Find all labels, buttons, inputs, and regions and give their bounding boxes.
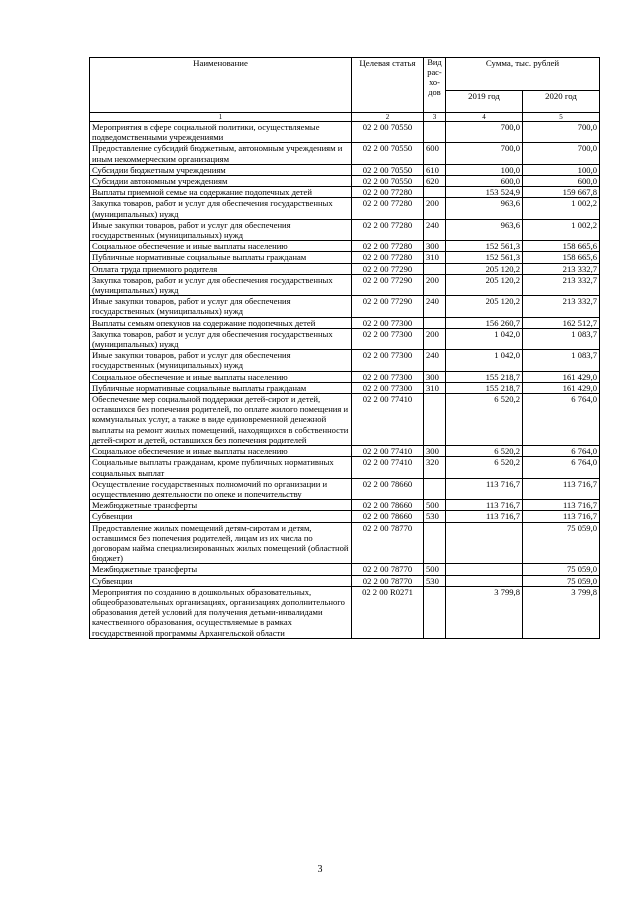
- row-value-2020: 213 332,7: [523, 263, 600, 274]
- row-name: Социальное обеспечение и иные выплаты населению: [90, 446, 352, 457]
- row-value-2019: 155 218,7: [446, 371, 523, 382]
- column-number: 4: [446, 113, 523, 122]
- row-value-2019: 152 561,3: [446, 241, 523, 252]
- row-name: Социальное обеспечение и иные выплаты населению: [90, 241, 352, 252]
- table-row: [90, 564, 600, 575]
- row-target-code: 02 2 00 77300: [352, 350, 424, 371]
- row-expense-kind: [424, 187, 446, 198]
- header-kind: Вид рас- хо- дов: [424, 58, 446, 113]
- row-target-code: 02 2 00 78770: [352, 564, 424, 575]
- column-number: 1: [90, 113, 352, 122]
- table-row: [90, 252, 600, 263]
- row-expense-kind: [424, 263, 446, 274]
- row-expense-kind: 320: [424, 457, 446, 478]
- row-value-2019: [446, 522, 523, 564]
- row-value-2020: 158 665,6: [523, 252, 600, 263]
- table-row: [90, 122, 600, 143]
- row-name: Закупка товаров, работ и услуг для обеспечения государственных (муниципальных) нужд: [90, 274, 352, 295]
- row-target-code: 02 2 00 77300: [352, 382, 424, 393]
- row-value-2019: 113 716,7: [446, 500, 523, 511]
- row-value-2019: 153 524,9: [446, 187, 523, 198]
- row-expense-kind: 300: [424, 371, 446, 382]
- row-expense-kind: 240: [424, 219, 446, 240]
- row-value-2019: 205 120,2: [446, 296, 523, 317]
- row-name: Межбюджетные трансферты: [90, 564, 352, 575]
- row-target-code: 02 2 00 77280: [352, 198, 424, 219]
- row-value-2019: 700,0: [446, 122, 523, 143]
- row-expense-kind: 500: [424, 564, 446, 575]
- row-value-2020: 161 429,0: [523, 382, 600, 393]
- row-value-2019: 600,0: [446, 176, 523, 187]
- row-value-2020: 1 083,7: [523, 350, 600, 371]
- row-target-code: 02 2 00 70550: [352, 122, 424, 143]
- row-target-code: 02 2 00 77280: [352, 187, 424, 198]
- row-expense-kind: 310: [424, 252, 446, 263]
- table-row: [90, 382, 600, 393]
- header-sum: Сумма, тыс. рублей: [446, 58, 600, 91]
- row-name: Межбюджетные трансферты: [90, 500, 352, 511]
- row-expense-kind: [424, 522, 446, 564]
- row-expense-kind: 620: [424, 176, 446, 187]
- row-value-2019: 963,6: [446, 198, 523, 219]
- row-name: Оплата труда приемного родителя: [90, 263, 352, 274]
- row-name: Выплаты приемной семье на содержание подопечных детей: [90, 187, 352, 198]
- row-target-code: 02 2 00 77280: [352, 219, 424, 240]
- row-value-2019: [446, 564, 523, 575]
- row-target-code: 02 2 00 77300: [352, 371, 424, 382]
- row-name: Субсидии автономным учреждениям: [90, 176, 352, 187]
- table-row: [90, 575, 600, 586]
- row-value-2020: 113 716,7: [523, 511, 600, 522]
- row-value-2019: 1 042,0: [446, 350, 523, 371]
- table-row: [90, 586, 600, 638]
- row-value-2020: 6 764,0: [523, 457, 600, 478]
- row-target-code: 02 2 00 77290: [352, 274, 424, 295]
- row-value-2020: 700,0: [523, 143, 600, 164]
- row-expense-kind: 610: [424, 164, 446, 175]
- row-name: Субвенции: [90, 511, 352, 522]
- row-name: Предоставление субсидий бюджетным, автономным учреждениям и иным некоммерческим организациям: [90, 143, 352, 164]
- row-name: Предоставление жилых помещений детям-сиротам и детям, оставшимся без попечения родителей, лицам из их числа по договорам найма специализированных жилых помещений (областной бюджет): [90, 522, 352, 564]
- row-expense-kind: 240: [424, 296, 446, 317]
- row-name: Социальные выплаты гражданам, кроме публичных нормативных социальных выплат: [90, 457, 352, 478]
- row-value-2019: [446, 575, 523, 586]
- table-row: [90, 296, 600, 317]
- table-row: [90, 317, 600, 328]
- row-expense-kind: 300: [424, 446, 446, 457]
- row-value-2019: 156 260,7: [446, 317, 523, 328]
- row-value-2020: 213 332,7: [523, 274, 600, 295]
- row-expense-kind: 240: [424, 350, 446, 371]
- row-value-2020: 100,0: [523, 164, 600, 175]
- row-value-2019: 205 120,2: [446, 274, 523, 295]
- row-name: Иные закупки товаров, работ и услуг для обеспечения государственных (муниципальных) нужд: [90, 296, 352, 317]
- row-expense-kind: 200: [424, 328, 446, 349]
- row-expense-kind: 530: [424, 575, 446, 586]
- row-value-2020: 162 512,7: [523, 317, 600, 328]
- row-value-2020: 113 716,7: [523, 500, 600, 511]
- row-target-code: 02 2 00 70550: [352, 143, 424, 164]
- row-expense-kind: [424, 394, 446, 446]
- table-row: [90, 478, 600, 499]
- row-name: Публичные нормативные социальные выплаты гражданам: [90, 382, 352, 393]
- page-number: 3: [317, 864, 323, 875]
- header-year-2019: 2019 год: [446, 91, 523, 113]
- row-name: Выплаты семьям опекунов на содержание подопечных детей: [90, 317, 352, 328]
- row-target-code: 02 2 00 78660: [352, 511, 424, 522]
- row-expense-kind: 200: [424, 198, 446, 219]
- column-number: 2: [352, 113, 424, 122]
- budget-table: [89, 57, 600, 639]
- row-value-2019: 1 042,0: [446, 328, 523, 349]
- row-value-2019: 152 561,3: [446, 252, 523, 263]
- row-value-2019: 113 716,7: [446, 478, 523, 499]
- row-name: Субвенции: [90, 575, 352, 586]
- column-number: 5: [523, 113, 600, 122]
- row-expense-kind: [424, 317, 446, 328]
- row-value-2020: 75 059,0: [523, 564, 600, 575]
- row-value-2019: 205 120,2: [446, 263, 523, 274]
- row-name: Субсидии бюджетным учреждениям: [90, 164, 352, 175]
- row-value-2019: 6 520,2: [446, 394, 523, 446]
- row-expense-kind: [424, 122, 446, 143]
- row-value-2020: 75 059,0: [523, 575, 600, 586]
- row-value-2020: 6 764,0: [523, 394, 600, 446]
- row-value-2019: 6 520,2: [446, 446, 523, 457]
- row-name: Закупка товаров, работ и услуг для обеспечения государственных (муниципальных) нужд: [90, 328, 352, 349]
- row-name: Осуществление государственных полномочий по организации и осуществлению деятельности по опеке и попечительству: [90, 478, 352, 499]
- row-value-2019: 100,0: [446, 164, 523, 175]
- row-value-2019: 113 716,7: [446, 511, 523, 522]
- row-name: Закупка товаров, работ и услуг для обеспечения государственных (муниципальных) нужд: [90, 198, 352, 219]
- row-expense-kind: 530: [424, 511, 446, 522]
- row-value-2020: 213 332,7: [523, 296, 600, 317]
- row-value-2019: 700,0: [446, 143, 523, 164]
- row-value-2020: 1 002,2: [523, 198, 600, 219]
- row-target-code: 02 2 00 78660: [352, 478, 424, 499]
- row-value-2020: 161 429,0: [523, 371, 600, 382]
- row-value-2020: 158 665,6: [523, 241, 600, 252]
- header-year-2020: 2020 год: [523, 91, 600, 113]
- row-name: Публичные нормативные социальные выплаты гражданам: [90, 252, 352, 263]
- table-row: [90, 219, 600, 240]
- row-value-2019: 963,6: [446, 219, 523, 240]
- row-value-2019: 155 218,7: [446, 382, 523, 393]
- column-number: 3: [424, 113, 446, 122]
- row-expense-kind: 600: [424, 143, 446, 164]
- row-value-2019: 3 799,8: [446, 586, 523, 638]
- row-target-code: 02 2 00 77290: [352, 263, 424, 274]
- row-target-code: 02 2 00 70550: [352, 164, 424, 175]
- table-row: [90, 511, 600, 522]
- table-row: [90, 350, 600, 371]
- table-row: [90, 263, 600, 274]
- header-target: Целевая статья: [352, 58, 424, 113]
- table-row: [90, 187, 600, 198]
- table-row: [90, 457, 600, 478]
- table-row: [90, 500, 600, 511]
- row-target-code: 02 2 00 77280: [352, 241, 424, 252]
- row-value-2020: 700,0: [523, 122, 600, 143]
- table-row: [90, 164, 600, 175]
- table-row: [90, 522, 600, 564]
- header-name: Наименование: [90, 58, 352, 113]
- row-name: Иные закупки товаров, работ и услуг для обеспечения государственных (муниципальных) нужд: [90, 350, 352, 371]
- row-expense-kind: 500: [424, 500, 446, 511]
- table-row: [90, 446, 600, 457]
- row-value-2020: 1 083,7: [523, 328, 600, 349]
- row-target-code: 02 2 00 77300: [352, 328, 424, 349]
- row-name: Социальное обеспечение и иные выплаты населению: [90, 371, 352, 382]
- row-target-code: 02 2 00 70550: [352, 176, 424, 187]
- row-expense-kind: [424, 478, 446, 499]
- row-expense-kind: 200: [424, 274, 446, 295]
- table-row: [90, 328, 600, 349]
- row-target-code: 02 2 00 77410: [352, 394, 424, 446]
- row-target-code: 02 2 00 77410: [352, 446, 424, 457]
- row-name: Обеспечение мер социальной поддержки детей-сирот и детей, оставшихся без попечения родителей, по оплате жилого помещения и коммунальных услуг, а также в виде единовременной денежной выплаты на ремонт жилых помещений, находящихся в собственности детей-сирот и детей, оставшихся без попечения родителей: [90, 394, 352, 446]
- row-value-2020: 159 667,8: [523, 187, 600, 198]
- table-row: [90, 394, 600, 446]
- row-value-2020: 113 716,7: [523, 478, 600, 499]
- table-row: [90, 143, 600, 164]
- row-name: Мероприятия по созданию в дошкольных образовательных, общеобразовательных организациях, организациях дополнительного образования детей условий для получения детьми-инвалидами качественного образования, осуществляемые в рамках государственной программы Архангельской области: [90, 586, 352, 638]
- table-row: [90, 241, 600, 252]
- row-value-2020: 6 764,0: [523, 446, 600, 457]
- row-value-2020: 600,0: [523, 176, 600, 187]
- row-value-2020: 1 002,2: [523, 219, 600, 240]
- row-target-code: 02 2 00 77410: [352, 457, 424, 478]
- row-expense-kind: 300: [424, 241, 446, 252]
- row-target-code: 02 2 00 77280: [352, 252, 424, 263]
- row-target-code: 02 2 00 77290: [352, 296, 424, 317]
- table-body: [90, 122, 600, 639]
- row-expense-kind: [424, 586, 446, 638]
- row-value-2019: 6 520,2: [446, 457, 523, 478]
- row-target-code: 02 2 00 R0271: [352, 586, 424, 638]
- table-row: [90, 176, 600, 187]
- row-name: Мероприятия в сфере социальной политики, осуществляемые подведомственными учреждениями: [90, 122, 352, 143]
- table-row: [90, 274, 600, 295]
- row-value-2020: 3 799,8: [523, 586, 600, 638]
- row-value-2020: 75 059,0: [523, 522, 600, 564]
- row-name: Иные закупки товаров, работ и услуг для обеспечения государственных (муниципальных) нужд: [90, 219, 352, 240]
- row-target-code: 02 2 00 78770: [352, 575, 424, 586]
- table-row: [90, 198, 600, 219]
- row-target-code: 02 2 00 77300: [352, 317, 424, 328]
- row-expense-kind: 310: [424, 382, 446, 393]
- table-row: [90, 371, 600, 382]
- row-target-code: 02 2 00 78660: [352, 500, 424, 511]
- row-target-code: 02 2 00 78770: [352, 522, 424, 564]
- column-numbers-row: [90, 113, 600, 122]
